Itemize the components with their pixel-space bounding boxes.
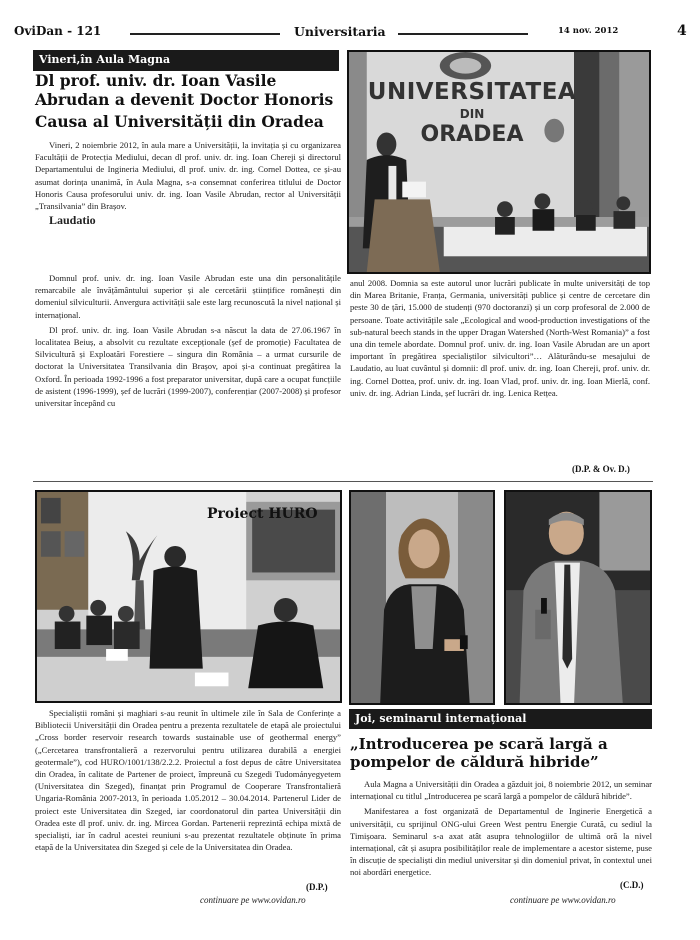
article1-headline — [35, 72, 345, 132]
article3-headline — [350, 735, 654, 772]
article1-signature: (D.P. & Ov. D.) — [572, 464, 630, 474]
huro-photo-caption: Proiect HURO — [207, 506, 318, 522]
article2-paragraph: Specialiștii români și maghiari s-au reunit în ultimele zile în Sala de Conferințe a Bibliotecii Universității din Oradea pentru a prezenta rezultatele de etapă ale proiectului „Cross border reservoir research towards sustainable use of geothermal energy” („Cercetarea transfrontalieră a rezervorului pentru utilizarea durabilă a energiei geotermale”), cod HURO/1001/138/2.2.2. Proiectul a fost depus de către Universitatea din Oradea, în calitate de Partener de proiect, împreună cu Szegedi Tudományegyetem (Universitatea din Szeged), finanțat prin Programul de Cooperare Transfrontalieră Ungaria-România 2007-2013, în perioada 1.05.2012 – 30.04.2014. Partenerul Lider de proiect este Universitatea din Szeged, iar coordonatorul din partea Universității din Oradea este dl prof. univ. dr. ing. Mircea Gordan. Partenerii reprezintă echipa mixtă de specialiști, iar în cadrul acestei reuniuni s-au prezentat rezultatele obținute în prima etapă de la Universitatea din Szeged și cele de la Universitatea din Oradea. — [35, 708, 341, 853]
article2-continued: continuare pe www.ovidan.ro — [200, 895, 306, 905]
article1-body-left — [35, 272, 341, 476]
header-rule-right — [398, 33, 528, 35]
article1-kicker: Vineri,în Aula Magna — [33, 50, 339, 71]
article2-body — [35, 707, 341, 893]
photo-banner-line3: ORADEA — [420, 121, 524, 147]
header-section: Universitaria — [294, 24, 386, 39]
article1-headline-line3: Causa al Universității din Oradea — [35, 111, 324, 131]
article3-continued: continuare pe www.ovidan.ro — [510, 895, 616, 905]
article1-paragraph: Vineri, 2 noiembrie 2012, în aula mare a Universității, la invitația și cu organizarea Facultății de Protecția Mediului, decan dl prof. univ. dr. ing. Ioan Chereji și directorul Departamentului de Ingineria Mediului, dl prof. univ. dr. ing. Cornel Dottea, ce și-au asumat dorința unanimă, în Aula Magna, s-a consemnat conferirea titlului de Doctor Honoris Causa profesorului univ. dr. ing. Ioan Vasile Abrudan, rector al Universității „Transilvania” din Brașov. — [35, 140, 341, 212]
article2-signature: (D.P.) — [306, 882, 328, 892]
article1-body-top — [35, 139, 341, 269]
section-divider — [33, 481, 653, 482]
article3-kicker: Joi, seminarul internațional — [349, 709, 652, 729]
header-issue: OviDan - 121 — [14, 24, 102, 38]
photo-banner-line1: UNIVERSITATEA — [367, 79, 577, 105]
header-date: 14 nov. 2012 — [558, 26, 619, 36]
page-number: 4 — [677, 23, 687, 39]
photo-banner — [367, 80, 577, 146]
article3-signature: (C.D.) — [620, 880, 644, 890]
article1-body-right — [350, 277, 650, 463]
article1-paragraph: Dl prof. univ. dr. ing. Ioan Vasile Abrudan s-a născut la data de 27.06.1967 în localitatea Beiuș, a absolvit cu rezultate excepționale (șef de promoție) Facultatea de Silvicultură și Exploatări Forestiere – singura din România – a urmat cursurile de doctorat la Universitatea Transilvania din Brașov, apoi și-a continuat pregătirea la Oxford. În perioada 1992-1996 a fost preparator universitar, după care a ocupat funcțiile de asistent (1996-1999), șef de lucrări (1999-2007), conferențiar (2007-2008) și profesor universitar începând cu — [35, 324, 341, 409]
photo-aula-magna — [347, 50, 651, 274]
article1-subhead: Laudatio — [49, 213, 96, 228]
photo-woman-speaker — [349, 490, 495, 705]
photo-huro-project — [35, 490, 342, 703]
article1-paragraph: anul 2008. Domnia sa este autorul unor lucrări publicate în multe universități de top din Marea Britanie, Franța, Germania, universități publice și centre de cercetare din peste 30 de țări, 15.000 de studenți (970 doctoranzi) și un corp profesoral de 2.000 de persoane. Toate activitățile sale „Ecological and wood-production investigations of the sub-natural beech stands in the upper Dragan Watershed (North-West Romania)” a fost una din temele abordate. Domnul prof. univ. dr. ing. Ioan Vasile Abrudan are un aport important în pregătirea specialiștilor silvicultori”… Alăturându-se mesajului de Laudatio, au luat cuvântul și domnii: dl prof. univ. dr. ing. Ioan Chereji, prof. univ. dr. ing. Cornel Dottea, prof. univ. dr. ing. Ioan Vlad, prof. univ. dr. ing. Ioan Mierlă, conf. univ. dr. ing. Adrian Linda, șef lucrări dr. ing. Lenica Retțea. — [350, 278, 650, 398]
article3-paragraph: Manifestarea a fost organizată de Departamentul de Inginerie Energetică a universității, cu sprijinul ONG-ului Green West pentru Energie Curată, cu sediul la Timișoara. Seminarul s-a axat atât asupra tehnologiilor de ultimă oră la nivel internațional, cât și asupra posibilităților reale de implementare a acestor sisteme, puse în discuție de specialiști din mediul universitar și din domeniul privat, în contextul unei noi abordări energetice. — [350, 806, 652, 878]
article1-headline-line2: Abrudan a devenit Doctor Honoris — [35, 89, 334, 109]
article3-headline-line1: „Introducerea pe scară largă a — [350, 735, 608, 753]
article3-headline-line2: pompelor de căldură hibride” — [350, 753, 599, 772]
photo-man-speaker — [504, 490, 652, 705]
article3-body — [350, 778, 652, 882]
header-rule-left — [130, 33, 280, 35]
article3-paragraph: Aula Magna a Universității din Oradea a găzduit joi, 8 noiembrie 2012, un seminar internațional cu titlul „Introducerea pe scară largă a pompelor de căldură hibride”. — [350, 779, 652, 802]
article1-headline-line1: Dl prof. univ. dr. Ioan Vasile — [35, 71, 277, 90]
article1-paragraph: Domnul prof. univ. dr. ing. Ioan Vasile Abrudan este una din personalitățile remarcabile ale învățământului superior și ale cercetării științifice românești din domeniul silviculturii. Anvergura activității sale este larg recunoscută la nivel național și internațional. — [35, 273, 341, 320]
photo-banner-line2: DIN — [459, 107, 485, 122]
